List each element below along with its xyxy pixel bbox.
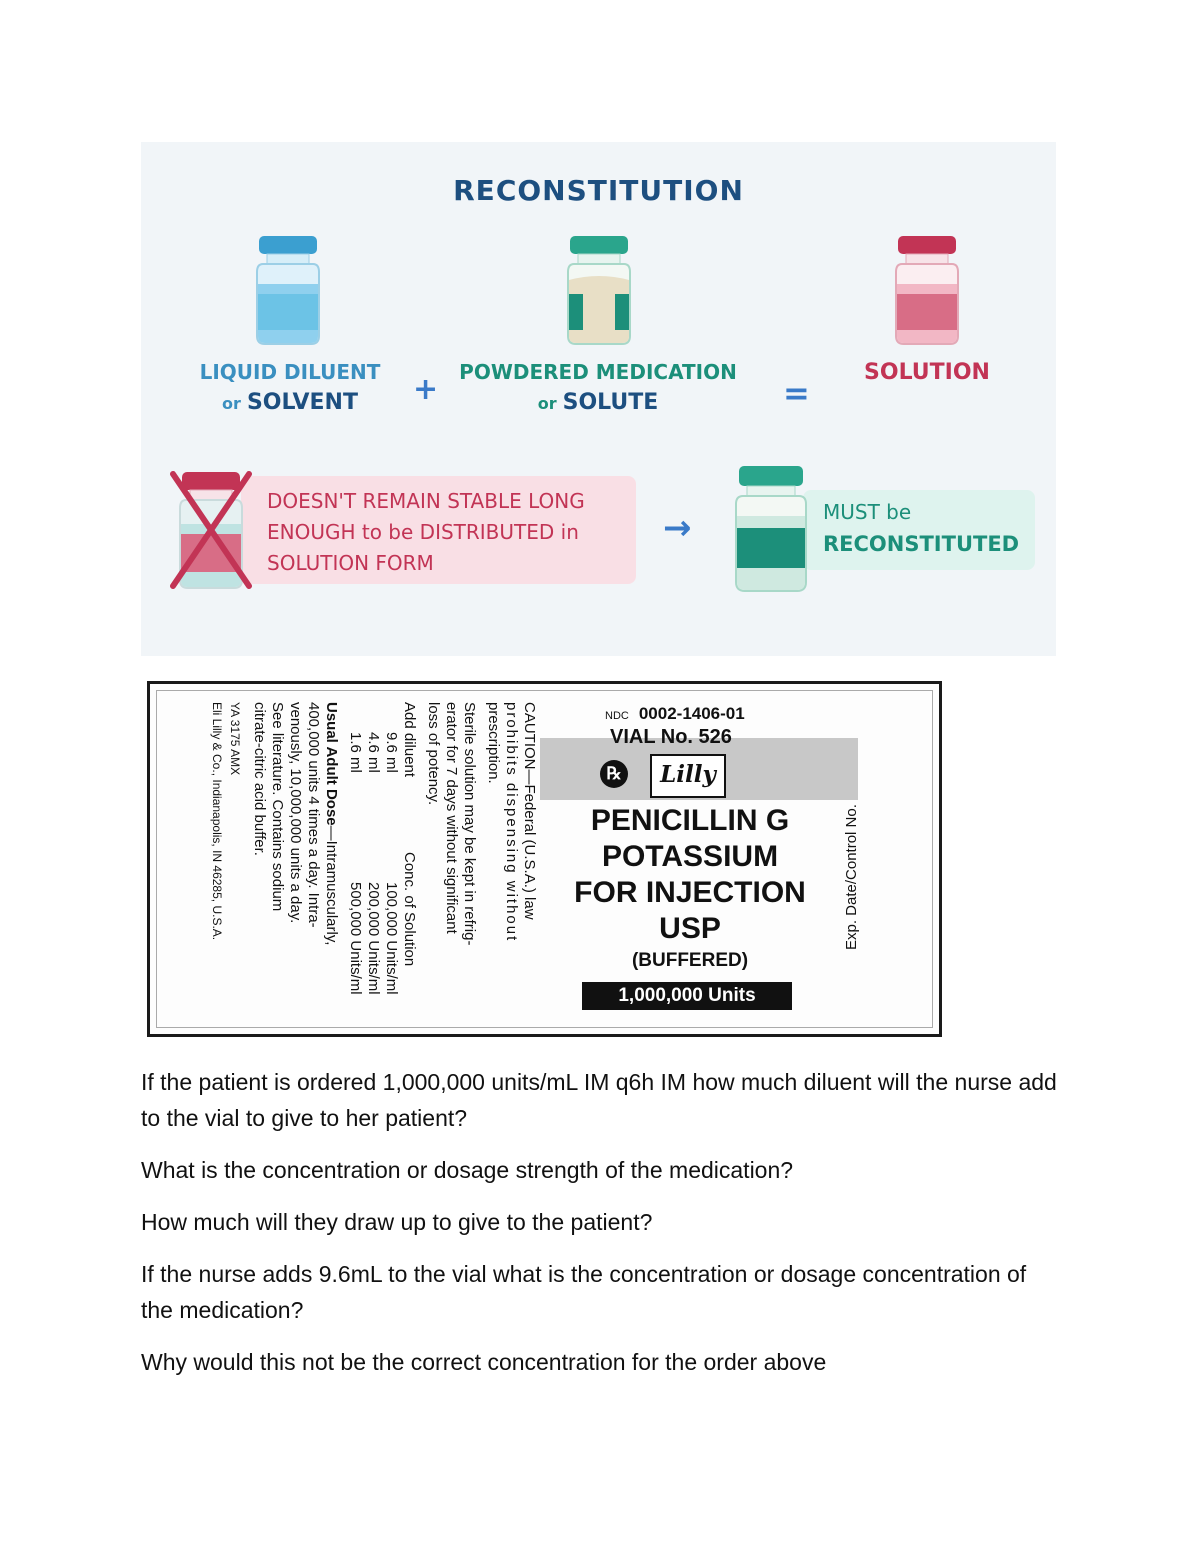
question-2: What is the concentration or dosage strength of the medication? [141,1157,794,1183]
powder-line1: POWDERED MEDICATION [459,360,737,384]
drug-label [147,681,942,1037]
must-reconstitute-callout [803,490,1035,570]
ndc-value: 0002-1406-01 [638,704,745,723]
solution-text: SOLUTION [864,360,990,385]
reconstitute-vial-icon [731,464,811,594]
infographic-title: RECONSTITUTION [453,174,744,207]
usual-dose-heading: Usual Adult Dose [323,702,340,826]
blue-vial-icon [253,234,323,346]
vial-number: VIAL No. 526 [610,726,732,748]
arrow-right-icon: → [663,508,692,548]
label-rotated-text [158,702,538,1020]
dilution-volume: 4.6 ml [365,732,382,773]
powder-line2: SOLUTE [562,390,659,415]
question-3: How much will they draw up to give to the patient? [141,1209,653,1235]
must-line2: RECONSTITUTED [823,532,1020,556]
diluent-line2: SOLVENT [246,390,358,415]
rx-icon: ℞ [600,760,628,788]
concentration-header: Conc. of Solution [401,852,418,967]
ndc-number [605,704,745,724]
crossed-vial-icon [169,468,253,592]
storage-line: loss of potency. [425,702,442,806]
caution-line: prohibits dispensing without [503,702,520,943]
manufacturer-address: Eli Lilly & Co., Indianapolis, IN 46285, U.S.A. [210,702,224,941]
exp-date-label: Exp. Date/Control No. [843,804,860,950]
ndc-prefix: NDC [605,710,629,722]
lot-code: YA 3175 AMX [228,702,242,776]
exp-date-field [838,760,866,950]
caution-line: CAUTION—Federal (U.S.A.) law [521,702,538,920]
dilution-concentration: 100,000 Units/ml [383,882,400,995]
usual-dose-route: —Intramuscularly, [323,825,340,946]
dilution-row [346,702,364,1020]
caution-line: prescription. [485,702,502,784]
dose-line: 400,000 units 4 times a day. Intra- [305,702,322,928]
unstable-text: DOESN'T REMAIN STABLE LONG ENOUGH to be DISTRIBUTED in SOLUTION FORM [267,489,585,575]
dilution-concentration: 200,000 Units/ml [365,882,382,995]
lilly-logo: Lilly [650,754,726,798]
buffered-note: (BUFFERED) [631,950,749,971]
plus-sign: + [413,372,439,407]
dose-line: citrate-citric acid buffer. [251,702,268,856]
dose-line: See literature. Contains sodium [269,702,286,912]
unstable-callout [241,476,636,584]
solution-vial-icon [892,234,962,346]
diluent-or: or [222,394,241,413]
question-5: Why would this not be the correct concentration for the order above [141,1349,827,1375]
powder-or: or [537,394,557,413]
diluent-label [185,360,395,415]
question-1: If the patient is ordered 1,000,000 units/mL IM q6h IM how much diluent will the nurse add to the vial to give to her patient? [141,1069,1057,1131]
units-badge: 1,000,000 Units [582,982,792,1010]
powder-label [453,360,743,415]
powder-vial-icon [564,234,634,346]
drug-name-line1: PENICILLIN G [590,804,790,837]
equals-sign: = [783,374,810,412]
question-4: If the nurse adds 9.6mL to the vial what is the concentration or dosage concentration of the medication? [141,1261,1027,1323]
question-list [141,1064,1061,1396]
dilution-volume: 9.6 ml [383,732,400,773]
drug-name-line4: USP [659,912,721,945]
add-diluent-header: Add diluent [401,702,418,778]
storage-line: erator for 7 days without significant [443,702,460,934]
reconstitution-infographic [141,142,1056,656]
dilution-row [382,702,400,1020]
solution-label [847,360,1007,385]
drug-name-line3: FOR INJECTION [574,876,806,909]
dilution-row [364,702,382,1020]
diluent-line1: LIQUID DILUENT [199,360,381,384]
must-line1: MUST be [823,500,912,524]
dose-line: venously, 10,000,000 units a day. [287,702,304,924]
dilution-concentration: 500,000 Units/ml [347,882,364,995]
drug-name-line2: POTASSIUM [601,840,779,873]
dilution-volume: 1.6 ml [347,732,364,773]
storage-line: Sterile solution may be kept in refrig- [461,702,478,946]
